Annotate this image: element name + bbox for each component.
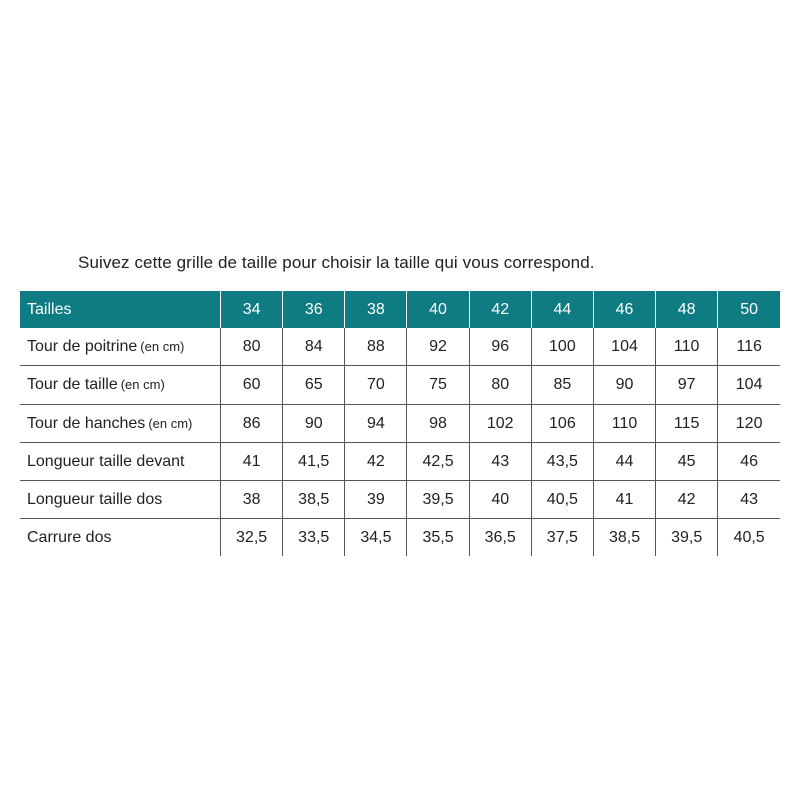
row-label-cell [20, 366, 221, 405]
size-header-cell: 48 [656, 291, 718, 328]
value-cell: 92 [407, 328, 469, 366]
value-cell: 42 [345, 443, 407, 481]
value-cell: 38,5 [593, 519, 655, 557]
value-cell: 80 [221, 328, 283, 366]
value-cell: 84 [283, 328, 345, 366]
value-cell: 90 [283, 405, 345, 443]
row-label: Tour de hanches [27, 414, 146, 432]
value-cell: 39,5 [656, 519, 718, 557]
value-cell: 40,5 [718, 519, 780, 557]
value-cell: 98 [407, 405, 469, 443]
row-label-cell [20, 328, 221, 366]
value-cell: 94 [345, 405, 407, 443]
value-cell: 44 [593, 443, 655, 481]
row-unit: (en cm) [140, 338, 185, 354]
size-header-cell: 46 [593, 291, 655, 328]
value-cell: 39 [345, 481, 407, 519]
header-row [20, 291, 780, 328]
value-cell: 86 [221, 405, 283, 443]
value-cell: 65 [283, 366, 345, 405]
value-cell: 43,5 [531, 443, 593, 481]
value-cell: 106 [531, 405, 593, 443]
value-cell: 110 [593, 405, 655, 443]
value-cell: 40 [469, 481, 531, 519]
table-row [20, 519, 780, 557]
table-row [20, 481, 780, 519]
value-cell: 102 [469, 405, 531, 443]
intro-text: Suivez cette grille de taille pour choisir la taille qui vous correspond. [78, 253, 595, 272]
table-row [20, 366, 780, 405]
value-cell: 35,5 [407, 519, 469, 557]
row-label-cell [20, 443, 221, 481]
row-label: Tour de poitrine [27, 337, 138, 355]
value-cell: 32,5 [221, 519, 283, 557]
value-cell: 80 [469, 366, 531, 405]
size-header-cell: 42 [469, 291, 531, 328]
row-label: Longueur taille devant [27, 452, 185, 470]
row-label: Longueur taille dos [27, 490, 163, 508]
value-cell: 43 [718, 481, 780, 519]
size-header-cell: 36 [283, 291, 345, 328]
value-cell: 34,5 [345, 519, 407, 557]
table-body [20, 328, 780, 556]
size-header-cell: 38 [345, 291, 407, 328]
value-cell: 115 [656, 405, 718, 443]
value-cell: 100 [531, 328, 593, 366]
value-cell: 40,5 [531, 481, 593, 519]
value-cell: 110 [656, 328, 718, 366]
row-label: Tour de taille [27, 376, 118, 393]
value-cell: 41,5 [283, 443, 345, 481]
value-cell: 33,5 [283, 519, 345, 557]
value-cell: 104 [593, 328, 655, 366]
size-header-cell: 40 [407, 291, 469, 328]
value-cell: 116 [718, 328, 780, 366]
value-cell: 120 [718, 405, 780, 443]
table-row [20, 443, 780, 481]
header-label-cell: Tailles [20, 291, 221, 328]
size-chart-table [20, 291, 780, 556]
table-header [20, 291, 780, 328]
row-label-cell [20, 519, 221, 557]
value-cell: 60 [221, 366, 283, 405]
value-cell: 41 [221, 443, 283, 481]
value-cell: 46 [718, 443, 780, 481]
row-unit: (en cm) [120, 377, 165, 392]
value-cell: 104 [718, 366, 780, 405]
table-row [20, 405, 780, 443]
value-cell: 43 [469, 443, 531, 481]
value-cell: 37,5 [531, 519, 593, 557]
value-cell: 45 [656, 443, 718, 481]
value-cell: 41 [593, 481, 655, 519]
size-header-cell: 50 [718, 291, 780, 328]
value-cell: 88 [345, 328, 407, 366]
value-cell: 39,5 [407, 481, 469, 519]
value-cell: 97 [656, 366, 718, 405]
value-cell: 36,5 [469, 519, 531, 557]
table-row [20, 328, 780, 366]
size-header-cell: 34 [221, 291, 283, 328]
value-cell: 42 [656, 481, 718, 519]
value-cell: 38,5 [283, 481, 345, 519]
value-cell: 75 [407, 366, 469, 405]
value-cell: 42,5 [407, 443, 469, 481]
size-header-cell: 44 [531, 291, 593, 328]
row-label: Carrure dos [27, 528, 112, 546]
row-unit: (en cm) [148, 415, 193, 431]
value-cell: 85 [531, 366, 593, 405]
value-cell: 90 [593, 366, 655, 405]
value-cell: 96 [469, 328, 531, 366]
value-cell: 70 [345, 366, 407, 405]
row-label-cell [20, 405, 221, 443]
row-label-cell [20, 481, 221, 519]
value-cell: 38 [221, 481, 283, 519]
